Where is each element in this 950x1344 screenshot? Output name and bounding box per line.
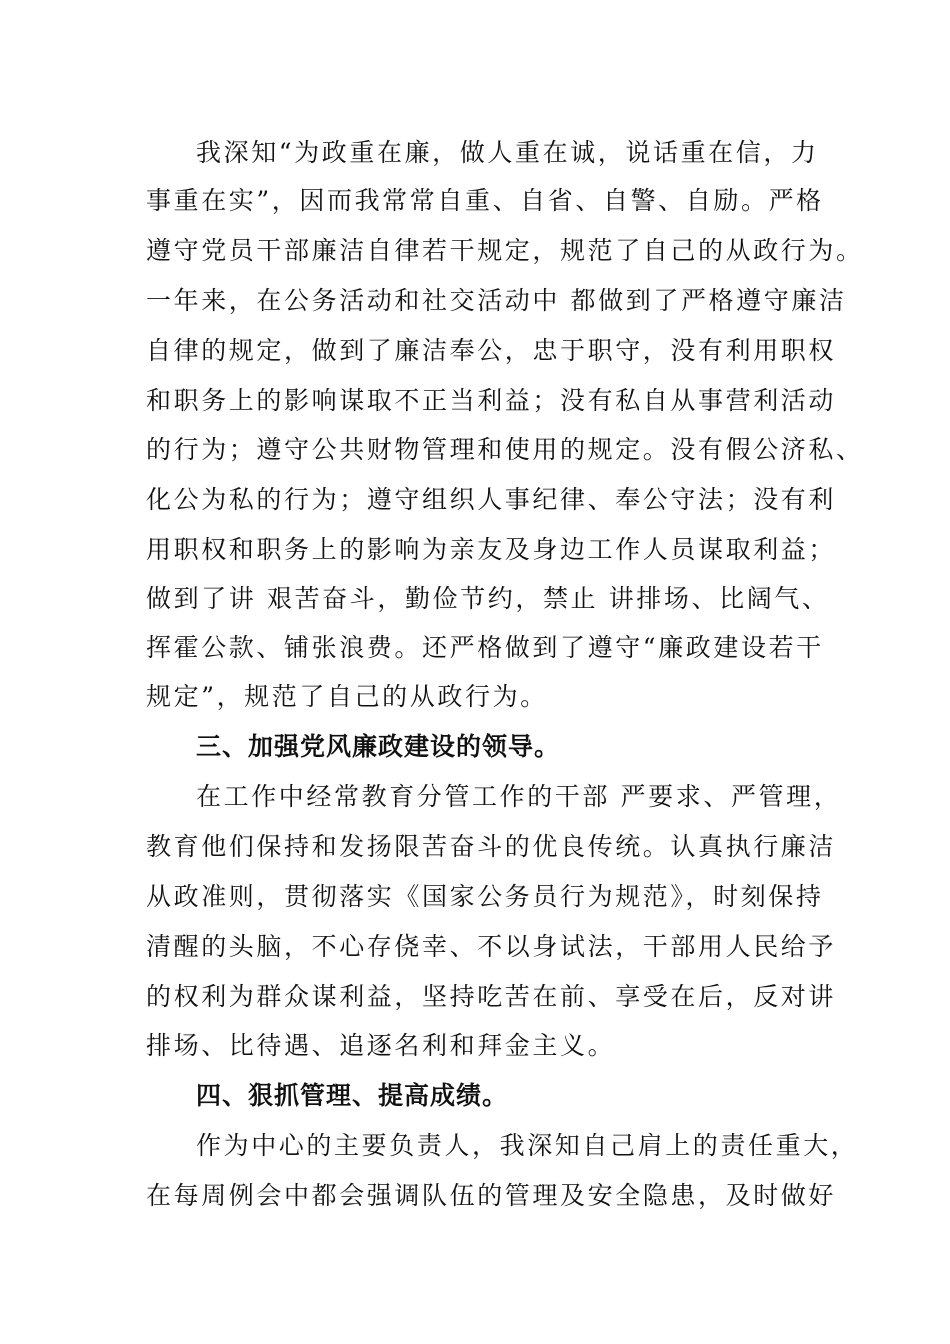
paragraph-line: 作为中心的主要负责人，我深知自己肩上的责任重大， xyxy=(196,1131,859,1160)
paragraph-line: 用职权和职务上的影响为亲友及身边工作人员谋取利益； xyxy=(146,535,837,564)
paragraph-line: 规定”，规范了自己的从政行为。 xyxy=(146,682,548,711)
paragraph-line: 在每周例会中都会强调队伍的管理及安全隐患，及时做好 xyxy=(146,1181,837,1210)
paragraph-line: 自律的规定，做到了廉洁奉公，忠于职守，没有利用职权 xyxy=(146,336,837,365)
paragraph-line: 的权利为群众谋利益，坚持吃苦在前、享受在后，反对讲 xyxy=(146,982,837,1011)
paragraph-line: 做到了讲 艰苦奋斗，勤俭节约，禁止 讲排场、比阔气、 xyxy=(146,584,830,613)
paragraph-line: 和职务上的影响谋取不正当利益；没有私自从事营利活动 xyxy=(146,386,837,415)
paragraph-line: 教育他们保持和发扬限苦奋斗的优良传统。认真执行廉洁 xyxy=(146,832,837,861)
paragraph-line: 清醒的头脑，不心存侥幸、不以身试法，干部用人民给予 xyxy=(146,932,837,961)
paragraph-line: 我深知“为政重在廉，做人重在诚，说话重在信，力 xyxy=(196,138,819,167)
paragraph-line: 从政准则，贯彻落实《国家公务员行为规范》，时刻保持 xyxy=(146,882,824,911)
paragraph-line: 化公为私的行为；遵守组织人事纪律、奉公守法；没有利 xyxy=(146,485,837,514)
paragraph-line: 事重在实”，因而我常常自重、自省、自警、自励。严格 xyxy=(146,186,824,215)
paragraph-line: 一年来，在公务活动和社交活动中 都做到了严格遵守廉洁 xyxy=(146,286,847,315)
section-heading: 三、加强党风廉政建设的领导。 xyxy=(196,732,561,761)
paragraph-line: 在工作中经常教育分管工作的干部 严要求、严管理， xyxy=(196,782,842,811)
paragraph-line: 遵守党员干部廉洁自律若干规定，规范了自己的从政行为。 xyxy=(146,236,864,265)
paragraph-line: 排场、比待遇、追逐名利和拜金主义。 xyxy=(146,1031,616,1060)
section-heading: 四、狠抓管理、提高成绩。 xyxy=(196,1081,509,1110)
paragraph-line: 的行为；遵守公共财物管理和使用的规定。没有假公济私、 xyxy=(146,435,864,464)
paragraph-line: 挥霍公款、铺张浪费。还严格做到了遵守“廉政建设若干 xyxy=(146,633,824,662)
